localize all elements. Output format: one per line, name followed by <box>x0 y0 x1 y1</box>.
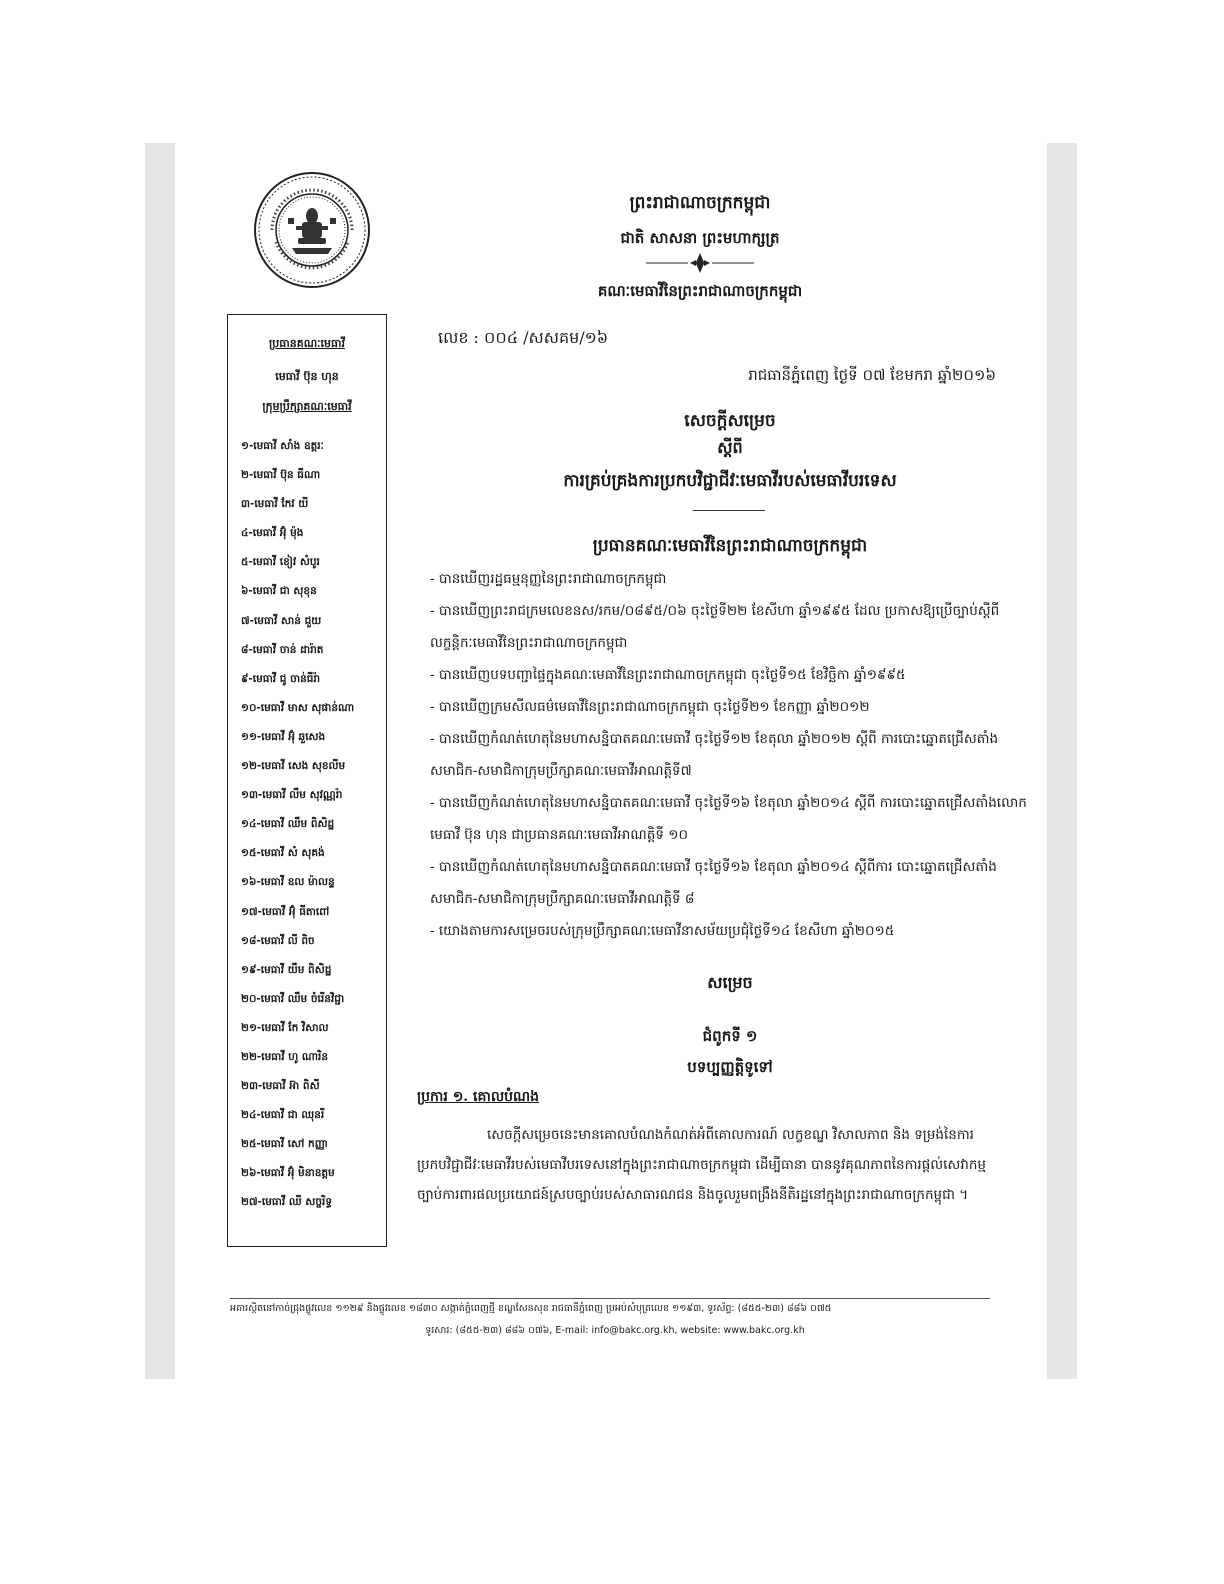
list-item: ១០-មេធាវី មាស សុផាន់ណា <box>241 701 355 714</box>
list-item: - បានឃើញបទបញ្ជាផ្ទៃក្នុងគណៈមេធាវីនៃព្រះរាជាណាចក្រកម្ពុជា ចុះថ្ងៃទី១៥ ខែវិច្ឆិកា ឆ្នាំ១៩៩៥ <box>430 667 906 683</box>
list-item: ១-មេធាវី សាំង ឧត្តរៈ <box>241 440 324 452</box>
title-subject: ការគ្រប់គ្រងការប្រកបវិជ្ជាជីវៈមេធាវីរបស់មេធាវីបរទេស <box>563 471 897 491</box>
list-item: ២៤-មេធាវី ជា ឈុនរី <box>241 1109 325 1122</box>
decision-title: សេចក្ដីសម្រេច <box>684 411 776 431</box>
list-item: ៤-មេធាវី អ៊ុំ ម៉ុង <box>241 527 304 540</box>
reference-number: លេខ : ០០៤ /សសគម/១៦ <box>438 328 609 347</box>
list-item: ២៧-មេធាវី ឈី សច្ចរិទ្ធ <box>241 1196 333 1209</box>
list-item: ២៣-មេធាវី អ៊ា ពិសី <box>241 1080 320 1093</box>
list-item: ១៩-មេធាវី យឹម ពិសិដ្ឋ <box>241 963 332 976</box>
list-item: ៦-មេធាវី ជា សុខុន <box>241 585 317 598</box>
issuer-heading: ប្រធានគណៈមេធាវីនៃព្រះរាជាណាចក្រកម្ពុជា <box>592 536 868 556</box>
list-item: ២៥-មេធាវី សៅ កញ្ញា <box>241 1138 328 1151</box>
president-name: មេធាវី ប៊ុន ហុន <box>275 370 339 383</box>
list-item: ១៤-មេធាវី ឈឹម ពិសិដ្ឋ <box>241 818 335 831</box>
board-heading: ក្រុមប្រឹក្សាគណៈមេធាវី <box>262 400 352 413</box>
bar-association-seal <box>252 170 372 290</box>
list-item: - បានឃើញកំណត់ហេតុនៃមហាសន្និបាតគណៈមេធាវី ចុះថ្ងៃទី១៦ ខែតុលា ឆ្នាំ២០១៤ ស្ដីពី ការបោះឆ្នោតជ្រើសតាំងលោកមេធាវី ប៊ុន ហុន ជាប្រធានគណៈមេធាវីអាណត្តិទី ១០ <box>430 795 1027 843</box>
title-regarding: ស្ដីពី <box>717 438 743 457</box>
list-item: ១៨-មេធាវី លី ពិច <box>241 934 315 947</box>
list-item: ២១-មេធាវី កែ វិសាល <box>241 1021 329 1034</box>
list-item: ៩-មេធាវី ជូ ចាន់ធីរ៉ា <box>241 672 321 685</box>
chapter-number: ជំពូកទី ១ <box>702 1027 758 1045</box>
considerations-list <box>430 563 1030 947</box>
date-line: រាជធានីភ្នំពេញ ថ្ងៃទី ០៧ ខែមករា ឆ្នាំ២០១៦ <box>748 366 996 384</box>
chapter-name: បទប្បញ្ញត្តិទូទៅ <box>687 1058 773 1076</box>
ornament-divider <box>640 252 760 274</box>
list-item: ១៧-មេធាវី អ៊ុំ ធីតាពៅ <box>241 905 330 918</box>
decision-heading: សម្រេច <box>707 973 753 992</box>
list-item: ៨-មេធាវី ចាន់ ដារ៉ាត <box>241 643 324 656</box>
title-separator <box>693 510 765 511</box>
list-item: ២០-មេធាវី ឈឹម ចំរើនវិជ្ជា <box>241 992 345 1005</box>
footer-address: អគារស្ថិតនៅកាច់ជ្រុងផ្លូវលេខ ១១២៩ និងផ្លូវលេខ ១៨៣០ សង្កាត់ភ្នំពេញថ្មី ខណ្ឌសែនសុខ រាជធានីភ្នំពេញ ប្រអប់សំបុត្រលេខ ១១៩៣, ទូរស័ព្ទ: (៨៥៥-២៣) ៨៨៦ ០៧៥ <box>230 1303 832 1314</box>
footer-rule <box>230 1298 990 1299</box>
list-item: ៥-មេធាវី ខៀវ សំបូរ <box>241 556 320 569</box>
list-item: ១៣-មេធាវី លឹម សុវណ្ណរ៉ា <box>241 789 343 802</box>
kingdom-heading: ព្រះរាជាណាចក្រកម្ពុជា <box>629 193 771 213</box>
list-item: ១៥-មេធាវី សំ សុគង់ <box>241 847 325 860</box>
page-shadow-left <box>145 143 175 1379</box>
list-item: ៧-មេធាវី សាន់ ជួយ <box>241 614 322 627</box>
list-item: - យោងតាមការសម្រេចរបស់ក្រុមប្រឹក្សាគណៈមេធាវីនាសម័យប្រជុំថ្ងៃទី១៤ ខែសីហា ឆ្នាំ២០១៥ <box>430 923 895 939</box>
article-body: សេចក្ដីសម្រេចនេះមានគោលបំណងកំណត់អំពីគោលការណ៍ លក្ខខណ្ឌ វិសាលភាព និង ទម្រង់នៃការប្រកបវិជ្ជាជីវៈមេធាវីរបស់មេធាវីបរទេសនៅក្នុងព្រះរាជាណាចក្រកម្ពុជា ដើម្បីធានា បាននូវគុណភាពនៃការផ្ដល់សេវាកម្មច្បាប់ការពារផលប្រយោជន៍ស្របច្បាប់របស់សាធារណជន និងចូលរួមពង្រឹងនីតិរដ្ឋនៅក្នុងព្រះរាជាណាចក្រកម្ពុជា ។ <box>417 1127 986 1203</box>
list-item: ២៦-មេធាវី អ៊ុំ មិនាឧត្ដម <box>241 1167 335 1180</box>
list-item: ២២-មេធាវី ហូ ណារិន <box>241 1050 329 1063</box>
president-heading: ប្រធានគណៈមេធាវី <box>269 337 345 350</box>
article-heading: ប្រការ ១. គោលបំណង <box>417 1089 540 1105</box>
list-item: ៣-មេធាវី កែវ យី <box>241 498 309 511</box>
list-item: ២-មេធាវី ប៊ុន ធីណា <box>241 469 321 482</box>
national-motto: ជាតិ សាសនា ព្រះមហាក្សត្រ <box>620 229 780 247</box>
list-item: - បានឃើញរដ្ឋធម្មនុញ្ញនៃព្រះរាជាណាចក្រកម្ពុជា <box>430 571 667 587</box>
council-heading: គណៈមេធាវីនៃព្រះរាជាណាចក្រកម្ពុជា <box>597 282 803 300</box>
board-members-list <box>241 432 381 1218</box>
list-item: - បានឃើញព្រះរាជក្រមលេខនស/រកម/០៨៩៥/០៦ ចុះថ្ងៃទី២២ ខែសីហា ឆ្នាំ១៩៩៥ ដែល ប្រកាសឱ្យប្រើច្បាប់ស្ដីពីលក្ខន្តិកៈមេធាវីនៃព្រះរាជាណាចក្រកម្ពុជា <box>430 603 1000 651</box>
list-item: - បានឃើញកំណត់ហេតុនៃមហាសន្និបាតគណៈមេធាវី ចុះថ្ងៃទី១២ ខែតុលា ឆ្នាំ២០១២ ស្ដីពី ការបោះឆ្នោតជ្រើសតាំងសមាជិក-សមាជិកាក្រុមប្រឹក្សាគណៈមេធាវីអាណត្តិទី៧ <box>430 731 999 779</box>
list-item: - បានឃើញកំណត់ហេតុនៃមហាសន្និបាតគណៈមេធាវី ចុះថ្ងៃទី១៦ ខែតុលា ឆ្នាំ២០១៤ ស្ដីពីការ បោះឆ្នោតជ្រើសតាំងសមាជិក-សមាជិកាក្រុមប្រឹក្សាគណៈមេធាវីអាណត្តិទី ៨ <box>430 859 997 907</box>
list-item: ១១-មេធាវី អ៊ុំ ឆួសេង <box>241 730 326 743</box>
list-item: ១៦-មេធាវី ឧល ម៉ាលន្ទ <box>241 876 335 889</box>
page-shadow-right <box>1047 143 1077 1379</box>
list-item: ១២-មេធាវី សេង សុខលីម <box>241 760 346 773</box>
list-item: - បានឃើញក្រមសីលធម៌មេធាវីនៃព្រះរាជាណាចក្រកម្ពុជា ចុះថ្ងៃទី២១ ខែកញ្ញា ឆ្នាំ២០១២ <box>430 699 870 715</box>
footer-contact: ទូរសារ: (៨៥៥-២៣) ៨៨៦ ០៧៦, E-mail: info@bakc.org.kh, website: www.bakc.org.kh <box>425 1325 805 1336</box>
